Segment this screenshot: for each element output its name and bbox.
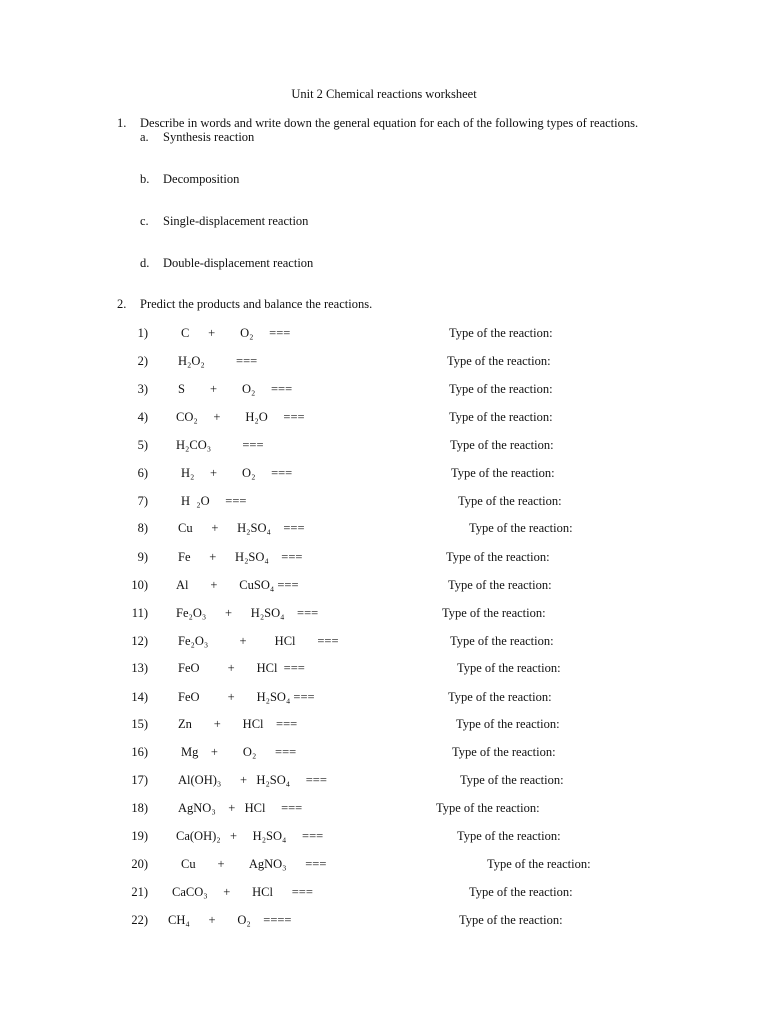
item-c-text: Single-displacement reaction: [163, 214, 309, 228]
reaction-number: 18): [131, 801, 148, 815]
reaction-equation: Al + CuSO₄ ===: [176, 578, 299, 592]
reaction-equation: Ca(OH)₂ + H₂SO₄ ===: [176, 829, 324, 843]
reaction-row: [0, 438, 768, 456]
reaction-type-label: Type of the reaction:: [451, 466, 555, 480]
reaction-type-label: Type of the reaction:: [442, 606, 546, 620]
reaction-type-label: Type of the reaction:: [452, 745, 556, 759]
reaction-row: [0, 773, 768, 791]
reaction-type-label: Type of the reaction:: [469, 521, 573, 535]
reaction-equation: Fe₂O₃ + H₂SO₄ ===: [176, 606, 319, 620]
reaction-row: [0, 578, 768, 596]
reaction-equation: Zn + HCl ===: [178, 717, 298, 731]
question-2-number: 2.: [117, 297, 127, 311]
reaction-equation: Al(OH)₃ + H₂SO₄ ===: [178, 773, 327, 787]
reaction-row: [0, 745, 768, 763]
reaction-number: 2): [137, 354, 148, 368]
reaction-type-label: Type of the reaction:: [456, 717, 560, 731]
reaction-equation: FeO + HCl ===: [178, 661, 305, 675]
reaction-type-label: Type of the reaction:: [446, 550, 550, 564]
worksheet-title: Unit 2 Chemical reactions worksheet: [291, 87, 477, 101]
reaction-row: [0, 634, 768, 652]
reaction-type-label: Type of the reaction:: [458, 494, 562, 508]
reaction-type-label: Type of the reaction:: [449, 410, 553, 424]
reaction-number: 15): [131, 717, 148, 731]
reaction-number: 10): [131, 578, 148, 592]
reaction-number: 13): [131, 661, 148, 675]
reaction-row: [0, 885, 768, 903]
reaction-equation: Cu + H₂SO₄ ===: [178, 521, 305, 535]
reaction-equation: H ₂O ===: [181, 494, 247, 508]
reaction-row: [0, 466, 768, 484]
reaction-type-label: Type of the reaction:: [487, 857, 591, 871]
reaction-row: [0, 801, 768, 819]
reaction-row: [0, 717, 768, 735]
item-d-letter: d.: [140, 256, 150, 270]
reaction-type-label: Type of the reaction:: [436, 801, 540, 815]
reaction-number: 17): [131, 773, 148, 787]
reaction-equation: H₂ + O₂ ===: [181, 466, 293, 480]
reaction-type-label: Type of the reaction:: [469, 885, 573, 899]
reaction-number: 16): [131, 745, 148, 759]
reaction-type-label: Type of the reaction:: [450, 438, 554, 452]
reaction-row: [0, 690, 768, 708]
reaction-row: [0, 326, 768, 344]
reaction-number: 3): [137, 382, 148, 396]
reaction-number: 12): [131, 634, 148, 648]
reaction-number: 21): [131, 885, 148, 899]
item-a-letter: a.: [140, 130, 149, 144]
reaction-row: [0, 382, 768, 400]
question-1-text: Describe in words and write down the general equation for each of the following types of reactions.: [140, 116, 639, 130]
item-d-text: Double-displacement reaction: [163, 256, 314, 270]
reaction-number: 19): [131, 829, 148, 843]
reaction-number: 22): [131, 913, 148, 927]
reaction-type-label: Type of the reaction:: [448, 578, 552, 592]
reaction-row: [0, 606, 768, 624]
reaction-type-label: Type of the reaction:: [448, 690, 552, 704]
reaction-equation: AgNO₃ + HCl ===: [178, 801, 303, 815]
reaction-type-label: Type of the reaction:: [457, 829, 561, 843]
reaction-equation: CH₄ + O₂ ====: [168, 913, 292, 927]
reaction-row: [0, 410, 768, 428]
reaction-type-label: Type of the reaction:: [450, 634, 554, 648]
reaction-equation: CO₂ + H₂O ===: [176, 410, 305, 424]
reaction-number: 9): [137, 550, 148, 564]
reaction-number: 4): [137, 410, 148, 424]
reaction-row: [0, 857, 768, 875]
reaction-row: [0, 829, 768, 847]
reaction-type-label: Type of the reaction:: [457, 661, 561, 675]
reaction-row: [0, 550, 768, 568]
reaction-equation: CaCO₃ + HCl ===: [172, 885, 313, 899]
reaction-equation: FeO + H₂SO₄ ===: [178, 690, 315, 704]
item-b-letter: b.: [140, 172, 150, 186]
reaction-row: [0, 661, 768, 679]
reaction-number: 11): [131, 606, 148, 620]
reaction-row: [0, 354, 768, 372]
reaction-type-label: Type of the reaction:: [447, 354, 551, 368]
reaction-row: [0, 494, 768, 512]
reaction-equation: H₂CO₃ ===: [176, 438, 264, 452]
reaction-number: 7): [137, 494, 148, 508]
reaction-equation: Fe₂O₃ + HCl ===: [178, 634, 339, 648]
reaction-number: 1): [137, 326, 148, 340]
reaction-number: 5): [137, 438, 148, 452]
reaction-type-label: Type of the reaction:: [449, 326, 553, 340]
reaction-number: 6): [137, 466, 148, 480]
reaction-type-label: Type of the reaction:: [449, 382, 553, 396]
reaction-number: 20): [131, 857, 148, 871]
item-b-text: Decomposition: [163, 172, 240, 186]
question-1-number: 1.: [117, 116, 127, 130]
reaction-equation: C + O₂ ===: [181, 326, 291, 340]
reaction-type-label: Type of the reaction:: [460, 773, 564, 787]
reaction-equation: Fe + H₂SO₄ ===: [178, 550, 303, 564]
item-c-letter: c.: [140, 214, 149, 228]
question-2-text: Predict the products and balance the reactions.: [140, 297, 373, 311]
reaction-equation: S + O₂ ===: [178, 382, 293, 396]
item-a-text: Synthesis reaction: [163, 130, 255, 144]
reaction-equation: Mg + O₂ ===: [181, 745, 297, 759]
reaction-equation: H₂O₂ ===: [178, 354, 258, 368]
reaction-equation: Cu + AgNO₃ ===: [181, 857, 327, 871]
reaction-type-label: Type of the reaction:: [459, 913, 563, 927]
reaction-row: [0, 913, 768, 931]
reaction-number: 8): [137, 521, 148, 535]
reaction-row: [0, 521, 768, 539]
reaction-number: 14): [131, 690, 148, 704]
